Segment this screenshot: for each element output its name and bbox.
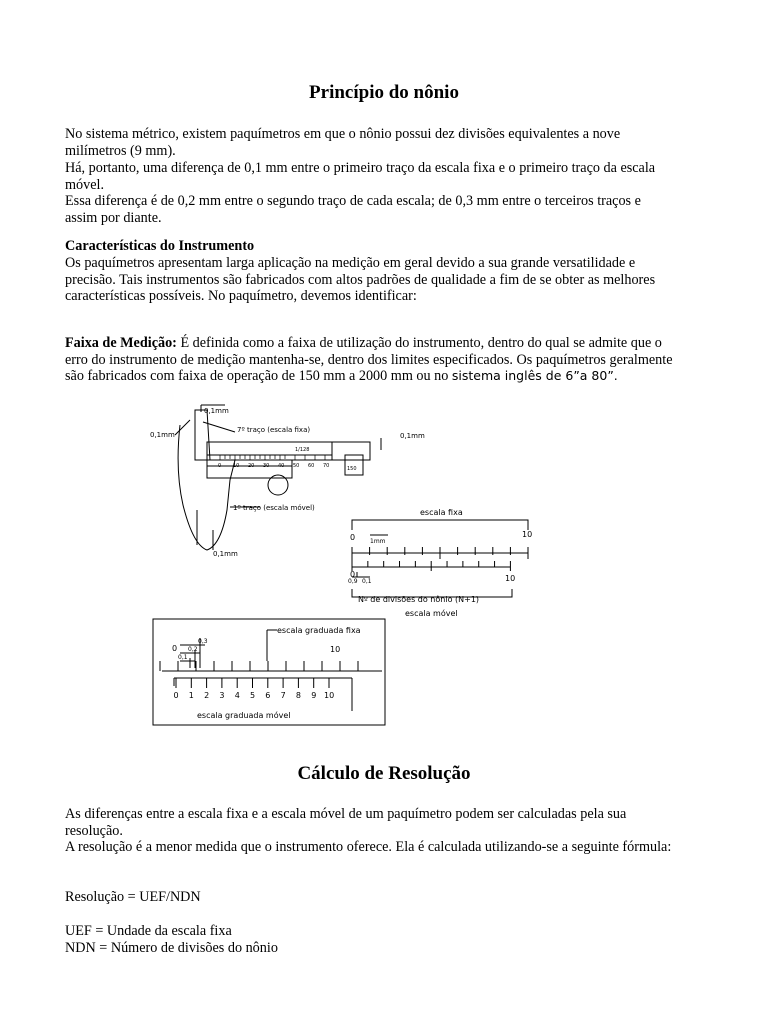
vernier-fixed-end: 10 (522, 530, 533, 539)
graduated-movable-number: 2 (204, 691, 210, 700)
vernier-fixed-label: escala fixa (420, 508, 463, 517)
caliper-tail-scale (345, 455, 363, 475)
text-measuring-range: É definida como a faixa de utilização do instrumento, dentro do qual se admite que o erro do instrumento de medição mantenha-se, dentro dos limites especificados. Os paquímetros geralmente são fabricados com faixa de operação de 150 mm a 2000 mm ou no (65, 335, 673, 384)
graduated-movable-number: 5 (250, 691, 256, 700)
caliper-scale-number: 20 (248, 463, 255, 469)
graduated-movable-number: 9 (311, 691, 317, 700)
caliper-label-left: 0,1mm (150, 431, 175, 439)
caliper-beam (207, 442, 332, 460)
graduated-movable-number: 3 (219, 691, 225, 700)
definition-uef: UEF = Undade da escala fixa (65, 923, 232, 939)
graduated-movable-number: 1 (188, 691, 194, 700)
graduated-movable-number: 7 (280, 691, 286, 700)
formula-resolution: Resolução = UEF/NDN (65, 889, 201, 905)
caliper-label-bottom: 0,1mm (213, 550, 238, 558)
caliper-end-label: 150 (347, 466, 357, 472)
caliper-scale-number: 10 (233, 463, 240, 469)
section-title-principle: Princípio do nônio (309, 82, 459, 103)
caliper-label-1st-line: 1º traço (escala móvel) (233, 504, 315, 512)
definition-ndn: NDN = Número de divisões do nônio (65, 940, 278, 956)
caliper-scale-number: 40 (278, 463, 285, 469)
vernier-mm-label: 1mm (370, 538, 386, 545)
vernier-movable-label: escala móvel (405, 609, 458, 618)
graduated-diff-0-2: 0,2 (188, 646, 198, 653)
caliper-scale-number: 0 (218, 463, 222, 469)
graduated-diff-0-3: 0,3 (198, 638, 208, 645)
graduated-movable-numbers (174, 691, 335, 700)
vernier-diff-b: 0,1 (362, 578, 372, 585)
paragraph-characteristics: Os paquímetros apresentam larga aplicação na medição em geral devido a sua grande versatilidade e precisão. Tais instrumentos são fabricados com altos padrões de qualidade a fim de se obter as melhores características possíveis. No paquímetro, devemos identificar: (65, 255, 656, 304)
caliper-scale-number: 70 (323, 463, 330, 469)
graduated-scale-figure (152, 616, 387, 731)
graduated-movable-number: 4 (234, 691, 240, 700)
graduated-top-ten: 10 (330, 645, 341, 654)
paragraph-resolution-2: A resolução é a menor medida que o instrumento oferece. Ela é calculada utilizando-se a seguinte fórmula: (65, 839, 672, 855)
caliper-label-right: 0,1mm (400, 432, 425, 440)
paragraph-principle-2: Há, portanto, uma diferença de 0,1 mm entre o primeiro traço da escala fixa e o primeiro traço da escala móvel. (65, 160, 656, 193)
graduated-diff-0-1: 0,1 (178, 654, 188, 661)
vernier-movable-start: 0 (350, 570, 356, 579)
graduated-fixed-label: escala graduada fixa (277, 626, 361, 635)
caliper-label-top: 0,1mm (204, 407, 229, 415)
vernier-movable-ticks (352, 561, 510, 571)
graduated-movable-number: 10 (324, 691, 335, 700)
graduated-movable-number: 8 (295, 691, 301, 700)
paragraph-principle-3: Essa diferença é de 0,2 mm entre o segundo traço de cada escala; de 0,3 mm entre o terceiros traços e assim por diante. (65, 193, 641, 226)
graduated-movable-label: escala graduada móvel (197, 711, 291, 720)
text-measuring-range-tail: sistema inglês de 6”a 80”. (451, 368, 618, 383)
vernier-divisions-label: Nº de divisões do nônio (N+1) (358, 595, 480, 604)
caliper-scale-number: 60 (308, 463, 315, 469)
caliper-scale-number: 30 (263, 463, 270, 469)
vernier-scale-figure (340, 505, 550, 620)
caliper-depth-rod (332, 442, 370, 460)
vernier-fixed-start: 0 (350, 533, 356, 542)
caliper-label-7th-line: 7º traço (escala fixa) (237, 426, 311, 434)
caliper-scale-number: 50 (293, 463, 300, 469)
paragraph-resolution-1: As diferenças entre a escala fixa e a escala móvel de um paquímetro podem ser calculadas pela sua resolução. (65, 806, 627, 839)
vernier-diff-a: 0,9 (348, 578, 358, 585)
caliper-brand-label: 1/128 (295, 447, 310, 453)
graduated-movable-number: 6 (265, 691, 271, 700)
caliper-jaw-upper (195, 410, 210, 460)
graduated-movable-number: 0 (173, 691, 179, 700)
section-title-resolution: Cálculo de Resolução (297, 763, 471, 784)
paragraph-principle-1: No sistema métrico, existem paquímetros em que o nônio possui dez divisões equivalentes a nove milímetros (9 mm). (65, 126, 621, 159)
caliper-scale-ticks (220, 455, 325, 460)
vernier-movable-end: 10 (505, 574, 516, 583)
graduated-movable-ticks (176, 678, 329, 688)
graduated-top-zero: 0 (172, 644, 178, 653)
paragraph-measuring-range (65, 335, 675, 385)
heading-characteristics: Características do Instrumento (65, 238, 255, 254)
label-measuring-range: Faixa de Medição: (65, 335, 177, 351)
